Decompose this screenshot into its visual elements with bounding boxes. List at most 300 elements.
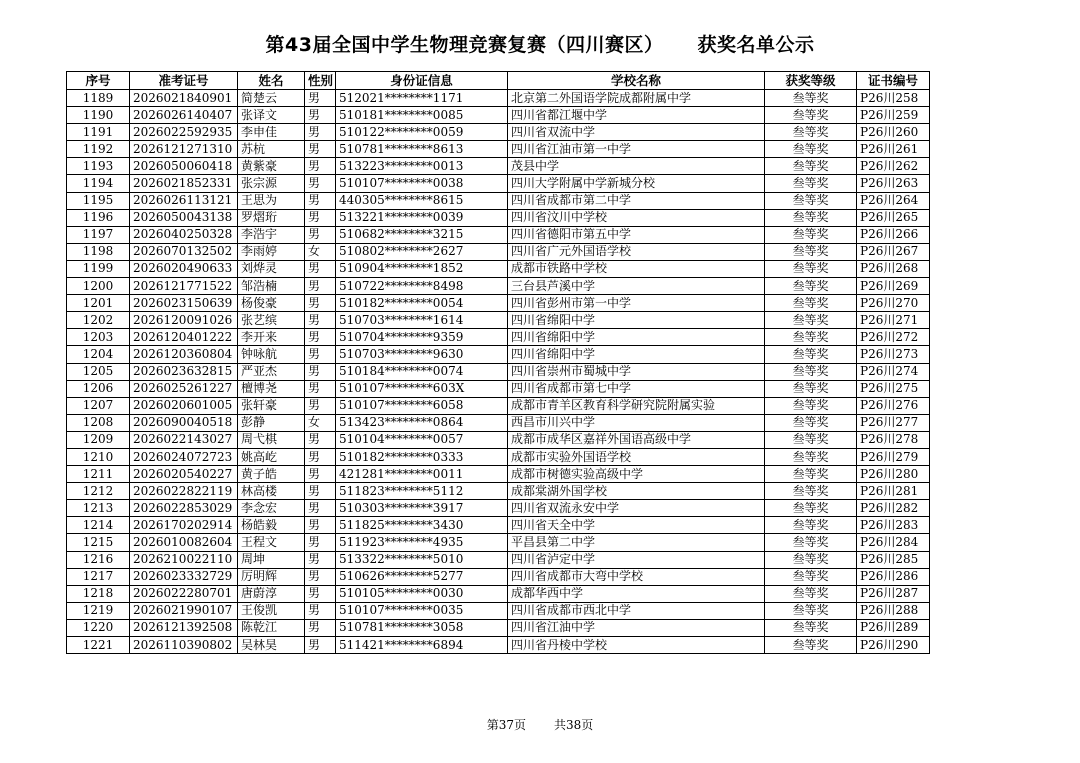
col-cert-no-cell: P26川258 <box>857 90 930 107</box>
col-exam-id-cell: 2026121771522 <box>130 278 238 295</box>
col-exam-id-cell: 2026026113121 <box>130 192 238 209</box>
table-row <box>67 209 930 226</box>
col-exam-id-cell: 2026022853029 <box>130 500 238 517</box>
col-name-cell: 李申佳 <box>238 124 305 141</box>
col-cert-no-cell: P26川284 <box>857 534 930 551</box>
col-gender-cell: 女 <box>305 243 336 260</box>
col-cert-no-cell: P26川272 <box>857 329 930 346</box>
page-total: 共38页 <box>554 718 594 732</box>
table-row <box>67 295 930 312</box>
col-index-cell: 1196 <box>67 209 130 226</box>
col-award-cell: 叁等奖 <box>765 602 857 619</box>
col-cert-no-cell: P26川289 <box>857 619 930 636</box>
col-index-cell: 1198 <box>67 243 130 260</box>
col-gender-cell: 男 <box>305 90 336 107</box>
col-name-cell: 钟咏航 <box>238 346 305 363</box>
col-gender-cell: 男 <box>305 500 336 517</box>
col-exam-id-cell: 2026170202914 <box>130 517 238 534</box>
col-id-info-cell: 510682********3215 <box>336 226 508 243</box>
table-row <box>67 414 930 431</box>
col-index-cell: 1217 <box>67 568 130 585</box>
col-exam-id-cell: 2026020490633 <box>130 260 238 277</box>
col-name-cell: 张译文 <box>238 107 305 124</box>
col-id-info-cell: 510626********5277 <box>336 568 508 585</box>
col-award-cell: 叁等奖 <box>765 107 857 124</box>
col-exam-id-cell: 2026023150639 <box>130 295 238 312</box>
col-cert-no-cell: P26川277 <box>857 414 930 431</box>
col-gender-cell: 男 <box>305 397 336 414</box>
col-award-cell: 叁等奖 <box>765 448 857 465</box>
col-gender-cell: 男 <box>305 585 336 602</box>
col-index-cell: 1207 <box>67 397 130 414</box>
table-row <box>67 175 930 192</box>
table-row <box>67 483 930 500</box>
col-id-info-cell: 510104********0057 <box>336 431 508 448</box>
col-cert-no-cell: P26川275 <box>857 380 930 397</box>
col-name-cell: 张轩豪 <box>238 397 305 414</box>
col-cert-no-cell: P26川269 <box>857 278 930 295</box>
table-row <box>67 226 930 243</box>
col-index-cell: 1200 <box>67 278 130 295</box>
col-award-cell: 叁等奖 <box>765 551 857 568</box>
col-index-cell: 1209 <box>67 431 130 448</box>
col-school-cell: 四川省广元外国语学校 <box>508 243 765 260</box>
col-name-cell: 罗熠珩 <box>238 209 305 226</box>
col-gender-cell: 男 <box>305 209 336 226</box>
col-school-cell: 四川省成都市大弯中学校 <box>508 568 765 585</box>
col-id-info-cell: 510107********0035 <box>336 602 508 619</box>
col-id-info-cell: 510122********0059 <box>336 124 508 141</box>
col-name-cell: 刘烨灵 <box>238 260 305 277</box>
col-exam-id-cell: 2026120401222 <box>130 329 238 346</box>
col-school-cell: 四川省德阳市第五中学 <box>508 226 765 243</box>
col-exam-id-cell: 2026021852331 <box>130 175 238 192</box>
col-index-cell: 1190 <box>67 107 130 124</box>
col-id-info-cell: 511421********6894 <box>336 637 508 654</box>
col-name-cell: 苏杭 <box>238 141 305 158</box>
col-school-cell: 成都棠湖外国学校 <box>508 483 765 500</box>
col-exam-id-cell: 2026026140407 <box>130 107 238 124</box>
col-award-cell: 叁等奖 <box>765 243 857 260</box>
col-award-cell: 叁等奖 <box>765 346 857 363</box>
col-name-cell: 黄紫豪 <box>238 158 305 175</box>
col-school-cell: 平昌县第二中学 <box>508 534 765 551</box>
col-award-cell: 叁等奖 <box>765 329 857 346</box>
header-col-exam-id: 准考证号 <box>130 72 238 90</box>
col-cert-no-cell: P26川287 <box>857 585 930 602</box>
col-index-cell: 1203 <box>67 329 130 346</box>
col-gender-cell: 男 <box>305 124 336 141</box>
table-row <box>67 90 930 107</box>
header-col-award: 获奖等级 <box>765 72 857 90</box>
col-name-cell: 周弋棋 <box>238 431 305 448</box>
col-award-cell: 叁等奖 <box>765 637 857 654</box>
col-index-cell: 1199 <box>67 260 130 277</box>
col-gender-cell: 男 <box>305 363 336 380</box>
col-index-cell: 1210 <box>67 448 130 465</box>
col-award-cell: 叁等奖 <box>765 158 857 175</box>
table-row <box>67 619 930 636</box>
col-name-cell: 杨皓毅 <box>238 517 305 534</box>
col-cert-no-cell: P26川281 <box>857 483 930 500</box>
header-col-id-info: 身份证信息 <box>336 72 508 90</box>
col-award-cell: 叁等奖 <box>765 568 857 585</box>
table-row <box>67 141 930 158</box>
col-school-cell: 四川省江油中学 <box>508 619 765 636</box>
col-id-info-cell: 510802********2627 <box>336 243 508 260</box>
col-gender-cell: 男 <box>305 483 336 500</box>
col-id-info-cell: 510303********3917 <box>336 500 508 517</box>
col-school-cell: 北京第二外国语学院成都附属中学 <box>508 90 765 107</box>
col-school-cell: 四川省丹棱中学校 <box>508 637 765 654</box>
col-id-info-cell: 510703********9630 <box>336 346 508 363</box>
col-name-cell: 林高楼 <box>238 483 305 500</box>
col-school-cell: 成都市实验外国语学校 <box>508 448 765 465</box>
table-row <box>67 278 930 295</box>
col-school-cell: 成都市树德实验高级中学 <box>508 466 765 483</box>
table-row <box>67 534 930 551</box>
table-row <box>67 243 930 260</box>
table-row <box>67 260 930 277</box>
col-school-cell: 四川省成都市第七中学 <box>508 380 765 397</box>
table-row <box>67 380 930 397</box>
table-row <box>67 107 930 124</box>
col-name-cell: 唐蔚淳 <box>238 585 305 602</box>
col-gender-cell: 男 <box>305 619 336 636</box>
col-award-cell: 叁等奖 <box>765 483 857 500</box>
table-body <box>67 90 930 654</box>
col-award-cell: 叁等奖 <box>765 124 857 141</box>
col-index-cell: 1212 <box>67 483 130 500</box>
table-row <box>67 551 930 568</box>
col-name-cell: 黄子皓 <box>238 466 305 483</box>
col-name-cell: 李开来 <box>238 329 305 346</box>
col-award-cell: 叁等奖 <box>765 141 857 158</box>
col-id-info-cell: 510182********0054 <box>336 295 508 312</box>
col-cert-no-cell: P26川279 <box>857 448 930 465</box>
col-id-info-cell: 513221********0039 <box>336 209 508 226</box>
table-row <box>67 346 930 363</box>
col-cert-no-cell: P26川283 <box>857 517 930 534</box>
col-award-cell: 叁等奖 <box>765 278 857 295</box>
col-id-info-cell: 510181********0085 <box>336 107 508 124</box>
col-cert-no-cell: P26川274 <box>857 363 930 380</box>
col-gender-cell: 男 <box>305 226 336 243</box>
table-row <box>67 517 930 534</box>
col-index-cell: 1208 <box>67 414 130 431</box>
col-award-cell: 叁等奖 <box>765 397 857 414</box>
col-cert-no-cell: P26川261 <box>857 141 930 158</box>
col-gender-cell: 男 <box>305 329 336 346</box>
col-award-cell: 叁等奖 <box>765 380 857 397</box>
col-name-cell: 张宗源 <box>238 175 305 192</box>
col-name-cell: 陈乾江 <box>238 619 305 636</box>
col-gender-cell: 男 <box>305 158 336 175</box>
col-cert-no-cell: P26川280 <box>857 466 930 483</box>
header-col-gender: 性别 <box>305 72 336 90</box>
col-school-cell: 四川省绵阳中学 <box>508 329 765 346</box>
col-award-cell: 叁等奖 <box>765 466 857 483</box>
col-cert-no-cell: P26川290 <box>857 637 930 654</box>
col-name-cell: 李雨婷 <box>238 243 305 260</box>
col-id-info-cell: 510904********1852 <box>336 260 508 277</box>
col-exam-id-cell: 2026022592935 <box>130 124 238 141</box>
col-index-cell: 1205 <box>67 363 130 380</box>
col-cert-no-cell: P26川260 <box>857 124 930 141</box>
col-index-cell: 1206 <box>67 380 130 397</box>
col-name-cell: 张艺缤 <box>238 312 305 329</box>
col-cert-no-cell: P26川268 <box>857 260 930 277</box>
col-id-info-cell: 513322********5010 <box>336 551 508 568</box>
col-cert-no-cell: P26川286 <box>857 568 930 585</box>
col-exam-id-cell: 2026110390802 <box>130 637 238 654</box>
col-id-info-cell: 510107********6058 <box>336 397 508 414</box>
col-award-cell: 叁等奖 <box>765 619 857 636</box>
col-name-cell: 李浩宇 <box>238 226 305 243</box>
col-exam-id-cell: 2026040250328 <box>130 226 238 243</box>
col-exam-id-cell: 2026090040518 <box>130 414 238 431</box>
col-exam-id-cell: 2026022143027 <box>130 431 238 448</box>
col-award-cell: 叁等奖 <box>765 175 857 192</box>
page-number: 第37页 <box>486 718 526 732</box>
col-school-cell: 西昌市川兴中学 <box>508 414 765 431</box>
col-index-cell: 1213 <box>67 500 130 517</box>
table-row <box>67 312 930 329</box>
col-index-cell: 1195 <box>67 192 130 209</box>
col-index-cell: 1197 <box>67 226 130 243</box>
col-school-cell: 四川省成都市第二中学 <box>508 192 765 209</box>
col-cert-no-cell: P26川265 <box>857 209 930 226</box>
col-school-cell: 茂县中学 <box>508 158 765 175</box>
col-cert-no-cell: P26川266 <box>857 226 930 243</box>
table-row <box>67 568 930 585</box>
awards-table <box>66 71 930 654</box>
table-row <box>67 602 930 619</box>
col-school-cell: 四川省绵阳中学 <box>508 346 765 363</box>
col-school-cell: 成都市铁路中学校 <box>508 260 765 277</box>
col-index-cell: 1191 <box>67 124 130 141</box>
col-exam-id-cell: 2026120360804 <box>130 346 238 363</box>
col-award-cell: 叁等奖 <box>765 431 857 448</box>
col-cert-no-cell: P26川276 <box>857 397 930 414</box>
col-id-info-cell: 513223********0013 <box>336 158 508 175</box>
table-row <box>67 397 930 414</box>
col-exam-id-cell: 2026022280701 <box>130 585 238 602</box>
table-row <box>67 363 930 380</box>
col-exam-id-cell: 2026022822119 <box>130 483 238 500</box>
col-id-info-cell: 513423********0864 <box>336 414 508 431</box>
col-award-cell: 叁等奖 <box>765 312 857 329</box>
col-index-cell: 1216 <box>67 551 130 568</box>
col-exam-id-cell: 2026025261227 <box>130 380 238 397</box>
col-award-cell: 叁等奖 <box>765 517 857 534</box>
col-gender-cell: 男 <box>305 568 336 585</box>
col-gender-cell: 男 <box>305 260 336 277</box>
col-gender-cell: 男 <box>305 431 336 448</box>
table-row <box>67 124 930 141</box>
col-id-info-cell: 510781********8613 <box>336 141 508 158</box>
col-gender-cell: 男 <box>305 192 336 209</box>
col-gender-cell: 男 <box>305 312 336 329</box>
col-name-cell: 王俊凯 <box>238 602 305 619</box>
col-name-cell: 王程文 <box>238 534 305 551</box>
col-id-info-cell: 510722********8498 <box>336 278 508 295</box>
header-col-name: 姓名 <box>238 72 305 90</box>
col-name-cell: 檀博尧 <box>238 380 305 397</box>
col-index-cell: 1220 <box>67 619 130 636</box>
col-school-cell: 四川省泸定中学 <box>508 551 765 568</box>
col-index-cell: 1192 <box>67 141 130 158</box>
col-index-cell: 1221 <box>67 637 130 654</box>
col-school-cell: 四川省绵阳中学 <box>508 312 765 329</box>
col-id-info-cell: 510182********0333 <box>336 448 508 465</box>
title-main: 第43届全国中学生物理竞赛复赛（四川赛区） <box>265 34 664 56</box>
col-name-cell: 严亚杰 <box>238 363 305 380</box>
col-exam-id-cell: 2026021990107 <box>130 602 238 619</box>
col-index-cell: 1189 <box>67 90 130 107</box>
col-school-cell: 三台县芦溪中学 <box>508 278 765 295</box>
col-name-cell: 周坤 <box>238 551 305 568</box>
col-index-cell: 1214 <box>67 517 130 534</box>
col-exam-id-cell: 2026121271310 <box>130 141 238 158</box>
col-school-cell: 成都市青羊区教育科学研究院附属实验 <box>508 397 765 414</box>
col-cert-no-cell: P26川285 <box>857 551 930 568</box>
col-name-cell: 吴林昊 <box>238 637 305 654</box>
col-school-cell: 四川省崇州市蜀城中学 <box>508 363 765 380</box>
col-school-cell: 四川大学附属中学新城分校 <box>508 175 765 192</box>
table-row <box>67 585 930 602</box>
col-exam-id-cell: 2026121392508 <box>130 619 238 636</box>
col-cert-no-cell: P26川264 <box>857 192 930 209</box>
col-id-info-cell: 510184********0074 <box>336 363 508 380</box>
col-gender-cell: 男 <box>305 551 336 568</box>
col-exam-id-cell: 2026070132502 <box>130 243 238 260</box>
col-gender-cell: 男 <box>305 380 336 397</box>
col-gender-cell: 男 <box>305 107 336 124</box>
table-row <box>67 329 930 346</box>
col-award-cell: 叁等奖 <box>765 90 857 107</box>
col-cert-no-cell: P26川282 <box>857 500 930 517</box>
col-gender-cell: 男 <box>305 637 336 654</box>
col-exam-id-cell: 2026023632815 <box>130 363 238 380</box>
header-col-cert-no: 证书编号 <box>857 72 930 90</box>
col-index-cell: 1215 <box>67 534 130 551</box>
col-exam-id-cell: 2026021840901 <box>130 90 238 107</box>
col-exam-id-cell: 2026120091026 <box>130 312 238 329</box>
col-cert-no-cell: P26川273 <box>857 346 930 363</box>
col-index-cell: 1219 <box>67 602 130 619</box>
col-award-cell: 叁等奖 <box>765 226 857 243</box>
col-gender-cell: 男 <box>305 448 336 465</box>
col-index-cell: 1204 <box>67 346 130 363</box>
col-exam-id-cell: 2026050060418 <box>130 158 238 175</box>
col-index-cell: 1202 <box>67 312 130 329</box>
col-cert-no-cell: P26川267 <box>857 243 930 260</box>
col-school-cell: 四川省都江堰中学 <box>508 107 765 124</box>
col-school-cell: 四川省彭州市第一中学 <box>508 295 765 312</box>
col-award-cell: 叁等奖 <box>765 585 857 602</box>
col-index-cell: 1194 <box>67 175 130 192</box>
col-award-cell: 叁等奖 <box>765 534 857 551</box>
col-id-info-cell: 510105********0030 <box>336 585 508 602</box>
col-id-info-cell: 512021********1171 <box>336 90 508 107</box>
col-exam-id-cell: 2026210022110 <box>130 551 238 568</box>
col-id-info-cell: 510781********3058 <box>336 619 508 636</box>
col-school-cell: 四川省江油市第一中学 <box>508 141 765 158</box>
col-exam-id-cell: 2026024072723 <box>130 448 238 465</box>
col-id-info-cell: 440305********8615 <box>336 192 508 209</box>
col-cert-no-cell: P26川263 <box>857 175 930 192</box>
col-exam-id-cell: 2026020601005 <box>130 397 238 414</box>
col-award-cell: 叁等奖 <box>765 295 857 312</box>
col-id-info-cell: 510107********0038 <box>336 175 508 192</box>
col-name-cell: 简楚云 <box>238 90 305 107</box>
col-name-cell: 王思为 <box>238 192 305 209</box>
col-cert-no-cell: P26川270 <box>857 295 930 312</box>
col-school-cell: 成都华西中学 <box>508 585 765 602</box>
col-exam-id-cell: 2026020540227 <box>130 466 238 483</box>
col-gender-cell: 男 <box>305 534 336 551</box>
col-exam-id-cell: 2026023332729 <box>130 568 238 585</box>
header-col-index: 序号 <box>67 72 130 90</box>
col-school-cell: 四川省汶川中学校 <box>508 209 765 226</box>
header-row <box>67 72 930 90</box>
col-gender-cell: 男 <box>305 175 336 192</box>
col-school-cell: 四川省双流中学 <box>508 124 765 141</box>
col-id-info-cell: 421281********0011 <box>336 466 508 483</box>
col-gender-cell: 女 <box>305 414 336 431</box>
col-award-cell: 叁等奖 <box>765 260 857 277</box>
col-award-cell: 叁等奖 <box>765 209 857 226</box>
table-row <box>67 158 930 175</box>
col-name-cell: 姚高屹 <box>238 448 305 465</box>
col-exam-id-cell: 2026010082604 <box>130 534 238 551</box>
col-index-cell: 1211 <box>67 466 130 483</box>
col-id-info-cell: 510107********603X <box>336 380 508 397</box>
col-gender-cell: 男 <box>305 602 336 619</box>
document-title <box>0 30 1080 57</box>
table-row <box>67 448 930 465</box>
col-name-cell: 杨俊豪 <box>238 295 305 312</box>
col-school-cell: 四川省成都市西北中学 <box>508 602 765 619</box>
col-cert-no-cell: P26川278 <box>857 431 930 448</box>
col-gender-cell: 男 <box>305 295 336 312</box>
col-index-cell: 1218 <box>67 585 130 602</box>
col-id-info-cell: 511823********5112 <box>336 483 508 500</box>
title-sub: 获奖名单公示 <box>697 34 815 56</box>
col-gender-cell: 男 <box>305 466 336 483</box>
table-row <box>67 192 930 209</box>
header-col-school: 学校名称 <box>508 72 765 90</box>
col-id-info-cell: 510704********9359 <box>336 329 508 346</box>
col-id-info-cell: 511825********3430 <box>336 517 508 534</box>
col-cert-no-cell: P26川259 <box>857 107 930 124</box>
col-index-cell: 1193 <box>67 158 130 175</box>
col-cert-no-cell: P26川262 <box>857 158 930 175</box>
page-footer <box>0 716 1080 733</box>
col-school-cell: 成都市成华区嘉祥外国语高级中学 <box>508 431 765 448</box>
col-exam-id-cell: 2026050043138 <box>130 209 238 226</box>
col-school-cell: 四川省双流永安中学 <box>508 500 765 517</box>
col-award-cell: 叁等奖 <box>765 500 857 517</box>
col-gender-cell: 男 <box>305 278 336 295</box>
col-cert-no-cell: P26川288 <box>857 602 930 619</box>
table-row <box>67 466 930 483</box>
col-name-cell: 彭静 <box>238 414 305 431</box>
table-row <box>67 500 930 517</box>
table-row <box>67 637 930 654</box>
col-index-cell: 1201 <box>67 295 130 312</box>
